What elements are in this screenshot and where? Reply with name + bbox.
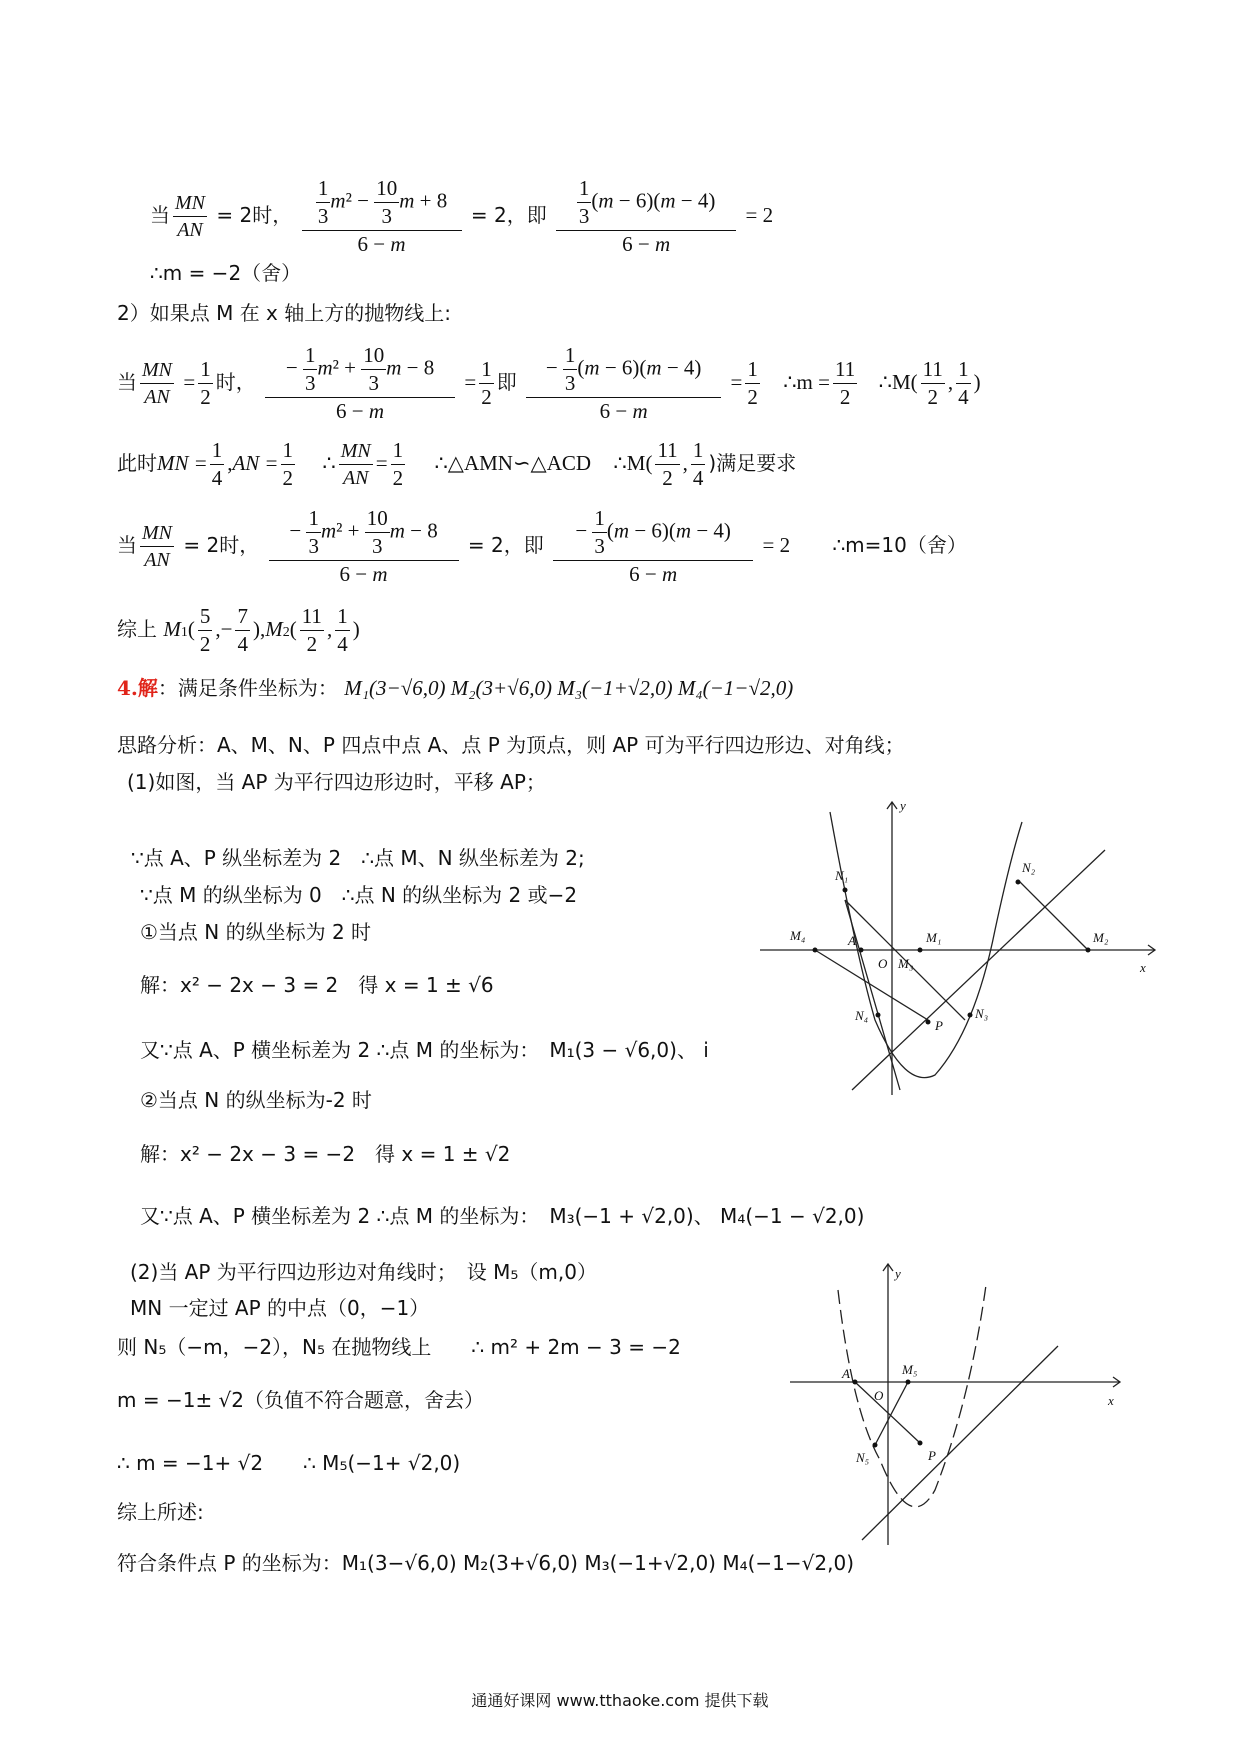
footer: 通通好课网 www.tthaoke.com 提供下载 [471, 1691, 769, 1710]
final-answer: 符合条件点 P 的坐标为：M₁(3−√6,0) M₂(3+√6,0) M₃(−1+√2,0) M₄(−1−√2,0) [117, 1551, 855, 1575]
fig1-label-m1: M₁ [926, 930, 942, 945]
fig1-label-n2: N₂ [1022, 860, 1036, 875]
c1-line4: 解：x² − 2x − 3 = 2 得 x = 1 ± √6 [140, 973, 494, 997]
text-ji: 即 [496, 370, 517, 394]
fig1-label-m3: M₃ [898, 956, 914, 971]
c2-line3: m = −1± √2（负值不符合题意，舍去） [117, 1388, 485, 1412]
c2-line1: MN 一定过 AP 的中点（0，−1） [130, 1296, 430, 1320]
c1-line6: ②当点 N 的纵坐标为-2 时 [140, 1088, 372, 1112]
c1-line5: 又∵点 A、P 横坐标差为 2 ∴点 M 的坐标为： M₁(3 − √6,0)、 i [140, 1038, 709, 1062]
text-m10: ∴m=10（舍） [832, 533, 967, 557]
fig2-label-x: x [1108, 1393, 1114, 1408]
formula-line-6: 综上 M1( $\frac{5}{2}$ ,− $\frac{7}{4}$ ),M2( $\frac{11}{2}$ , $\frac{1}{4}$ ) [117, 604, 360, 656]
c1-line8: 又∵点 A、P 横坐标差为 2 ∴点 M 的坐标为： M₃(−1 + √2,0)、 M₄(−1 − √2,0) [140, 1204, 865, 1228]
parabola-2 [838, 1285, 986, 1507]
text-M-coord: ∴M( [878, 370, 918, 394]
fig2-label-m5: M₅ [902, 1362, 918, 1377]
c2-heading: (2)当 AP 为平行四边形边对角线时； 设 M₅（m,0） [130, 1260, 597, 1284]
fig1-label-n3: N₃ [975, 1006, 989, 1021]
formula-line-4: 此时MN = $\frac{1}{4}$ ,AN = $\frac{1}{2}$ ∴ $\frac{MN}{AN}$ = $\frac{1}{2}$ ∴△AMN∽△ACD ∴M( $\frac{11}{2}$ , $\frac{1}{4}$ )满足要求 [117, 438, 797, 490]
fig1-label-n4: N₄ [855, 1008, 869, 1023]
fig1-label-m2: M₂ [1093, 930, 1109, 945]
q4-intro: ：满足条件坐标为： [157, 676, 338, 700]
fig1-label-x: x [1140, 960, 1146, 975]
q4-analysis: 思路分析：A、M、N、P 四点中点 A、点 P 为顶点，则 AP 可为平行四边形边、对角线； [117, 733, 905, 757]
fig2-label-n5: N₅ [856, 1450, 870, 1465]
text-similar: ∴△AMN∽△ACD [434, 451, 592, 475]
segment-n2-m2 [1018, 880, 1088, 950]
figure-2 [790, 1260, 1130, 1550]
segment-line-ap [852, 850, 1105, 1090]
c1-line3: ①当点 N 的纵坐标为 2 时 [140, 920, 372, 944]
c2-line4: ∴ m = −1+ √2 ∴ M₅(−1+ √2,0) [117, 1451, 461, 1475]
fig1-label-p: P [935, 1018, 943, 1033]
fig1-label-a: A [848, 933, 856, 948]
text-m-eq: ∴m = [783, 370, 830, 394]
fig1-label-n1: N₁ [835, 868, 849, 883]
fig2-label-o: O [874, 1388, 884, 1403]
text-end: = 2 [745, 203, 774, 227]
fig1-label-o: O [878, 956, 888, 971]
text-satisfy: )满足要求 [708, 451, 797, 475]
q4-answer-text: M₁(3−√6,0) M₂(3+√6,0) M₃(−1+√2,0) M₄(−1−√2,0) [344, 676, 794, 700]
text-cond-3: 时， [215, 370, 256, 394]
fig2-label-y: y [895, 1266, 901, 1281]
text-dang: 当 [150, 203, 170, 227]
q4-case1: (1)如图，当 AP 为平行四边形边时，平移 AP； [127, 770, 546, 794]
c1-line7: 解：x² − 2x − 3 = −2 得 x = 1 ± √2 [140, 1142, 511, 1166]
text-condition: = 2时， [216, 203, 293, 227]
text-end-5: = 2 [762, 533, 791, 557]
q4-answer [117, 678, 793, 699]
c1-line1: ∵点 A、P 纵坐标差为 2 ∴点 M、N 纵坐标差为 2; [131, 846, 585, 870]
text-m-reject: ∴m = −2（舍） [150, 261, 302, 285]
c1-line2: ∵点 M 的纵坐标为 0 ∴点 N 的纵坐标为 2 或−2 [140, 883, 578, 907]
fig1-label-y: y [900, 798, 906, 813]
text-cond-5: = 2时， [183, 533, 260, 557]
c2-line2: 则 N₅（−m，−2），N₅ 在抛物线上 ∴ m² + 2m − 3 = −2 [117, 1335, 681, 1359]
fig2-label-a: A [842, 1366, 850, 1381]
figure-1 [760, 790, 1160, 1100]
heading-case-2: 2）如果点 M 在 x 轴上方的抛物线上: [117, 301, 451, 325]
fig2-label-p: P [928, 1448, 936, 1463]
formula-line-5: 当 $\frac{MN}{AN}$ = 2时， − $\frac{1}{3}$ m² + $\frac{10}{3}$ m − 8 6 − m = 2，即 − $\frac{1}{3}$ (m − 6)(m − 4) 6 − m = 2 ∴m=10（舍） [117, 506, 967, 586]
line-2 [862, 1346, 1058, 1540]
formula-line-3: 当 $\frac{MN}{AN}$ = $\frac{1}{2}$ 时， − $\frac{1}{3}$ m² + $\frac{10}{3}$ m − 8 6 − m = $\frac{1}{2}$ 即 − $\frac{1}{3}$ (m − 6)(m − 4) 6 − m = $\frac{1}{2}$ ∴m = $\frac{11}{2}$ ∴M( $\frac{11}{2}$ , $\frac{1}{4}$ ) [117, 343, 981, 423]
q4-label: 4.解 [117, 676, 158, 700]
formula-line-1: 当 $\frac{MN}{AN}$ = 2时， $\frac{1}{3}$ m² − $\frac{10}{3}$ m + 8 6 − m = 2，即 $\frac{1}{3}$ (m − 6)(m − 4) 6 − m = 2 [150, 176, 774, 256]
summary: 综上所述: [117, 1500, 204, 1524]
text-tail-5: = 2，即 [467, 533, 544, 557]
text-tail: = 2，即 [470, 203, 547, 227]
fig1-label-m4: M₄ [790, 928, 806, 943]
